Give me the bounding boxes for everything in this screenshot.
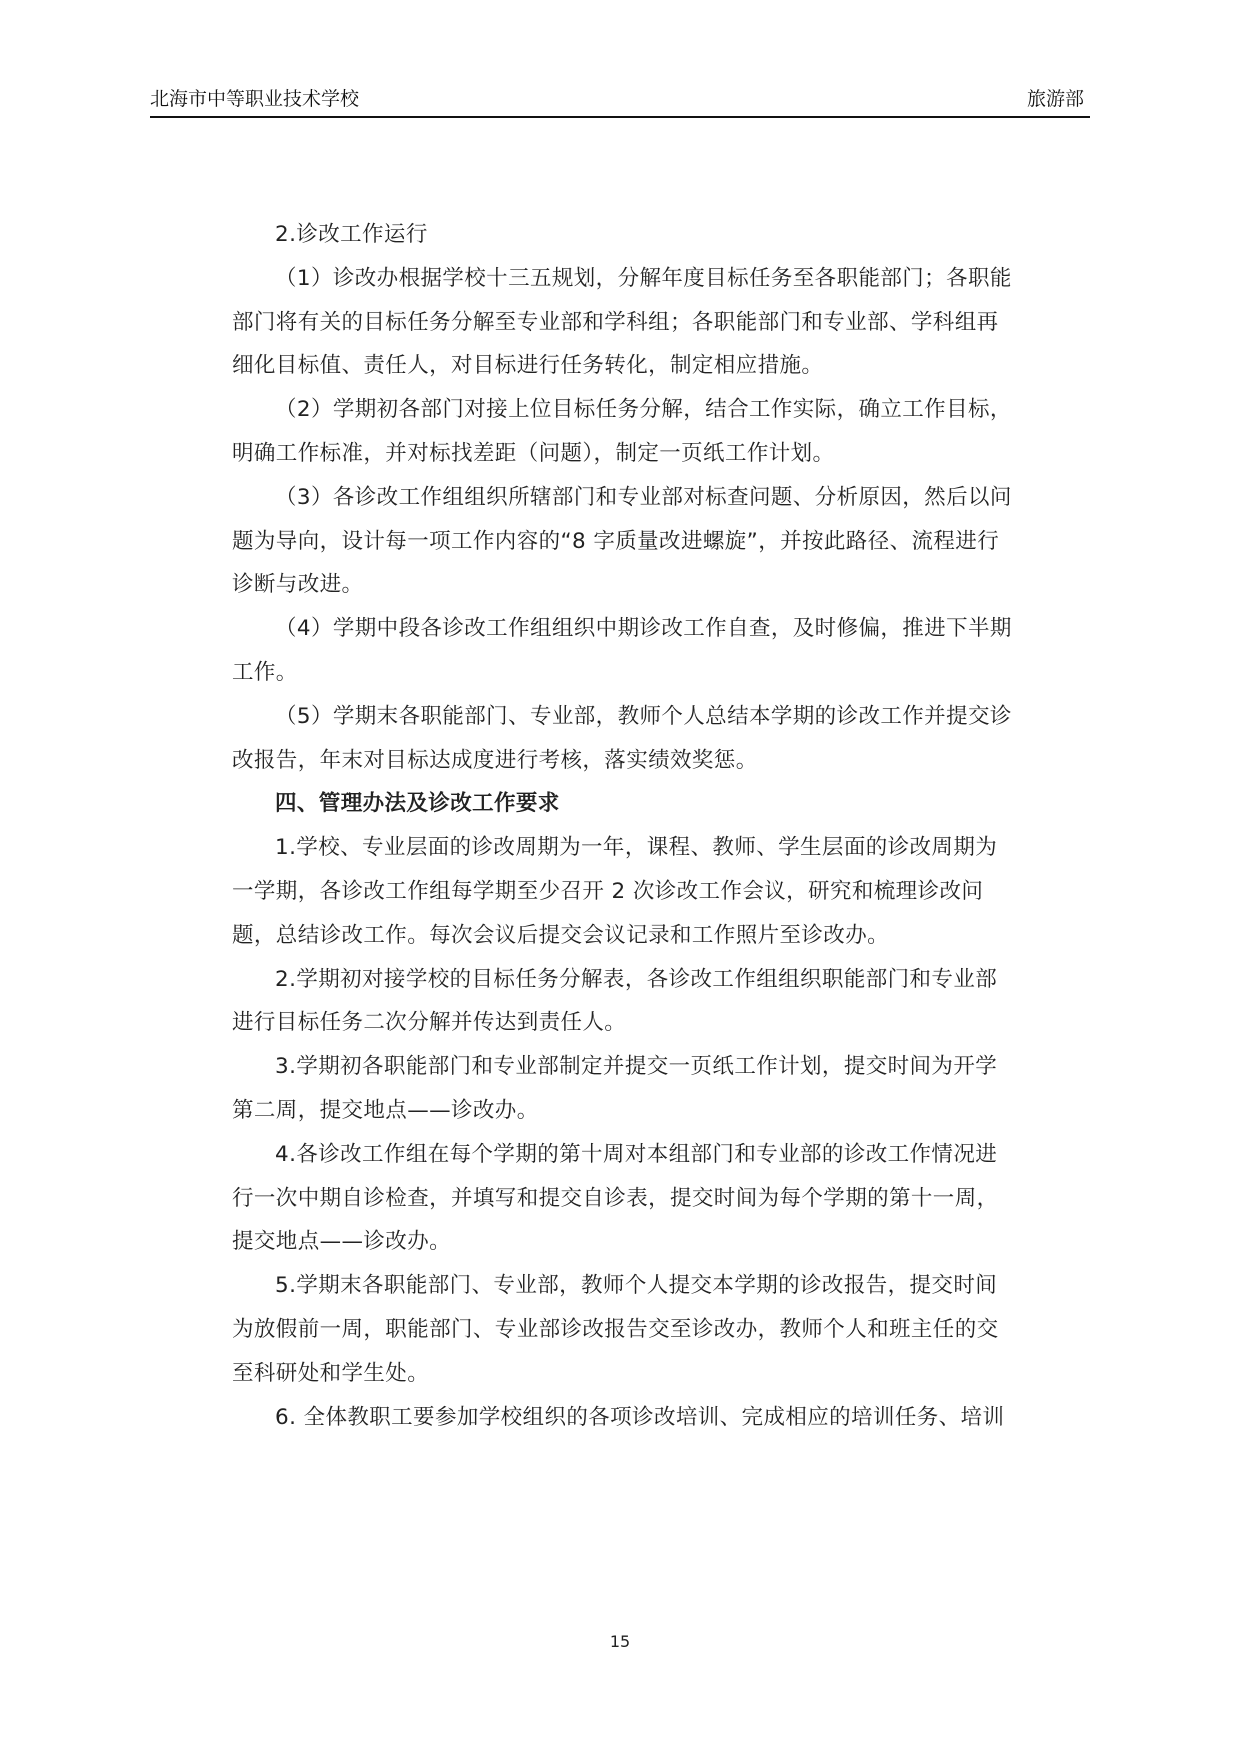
operation-item-5: （5）学期末各职能部门、专业部，教师个人总结本学期的诊改工作并提交诊改报告，年末对目标达成度进行考核，落实绩效奖惩。 [232,703,1012,773]
requirement-item-3: 3.学期初各职能部门和专业部制定并提交一页纸工作计划，提交时间为开学第二周，提交地点——诊改办。 [232,1054,998,1123]
requirement-item-4: 4.各诊改工作组在每个学期的第十周对本组部门和专业部的诊改工作情况进行一次中期自诊检查，并填写和提交自诊表，提交时间为每个学期的第十一周，提交地点——诊改办。 [232,1141,999,1255]
subsection-title: 2.诊改工作运行 [275,222,428,247]
operation-item-2: （2）学期初各部门对接上位目标任务分解，结合工作实际，确立工作目标，明确工作标准，并对标找差距（问题），制定一页纸工作计划。 [232,397,1012,466]
requirement-item-2: 2.学期初对接学校的目标任务分解表，各诊改工作组组织职能部门和专业部进行目标任务二次分解并传达到责任人。 [232,966,998,1036]
operation-item-3: （3）各诊改工作组组织所辖部门和专业部对标查问题、分析原因，然后以问题为导向，设计每一项工作内容的“8 字质量改进螺旋”，并按此路径、流程进行诊断与改进。 [232,484,1012,598]
requirement-item-5: 5.学期末各职能部门、专业部，教师个人提交本学期的诊改报告，提交时间为放假前一周，职能部门、专业部诊改报告交至诊改办，教师个人和班主任的交至科研处和学生处。 [232,1273,999,1386]
operation-item-4: （4）学期中段各诊改工作组组织中期诊改工作自查，及时修偏，推进下半期工作。 [232,616,1012,685]
requirement-item-1: 1.学校、专业层面的诊改周期为一年，课程、教师、学生层面的诊改周期为一学期，各诊改工作组每学期至少召开 2 次诊改工作会议，研究和梳理诊改问题，总结诊改工作。每次会议后提交会议记录和工作照片至诊改办。 [232,835,998,948]
operation-item-1: （1）诊改办根据学校十三五规划，分解年度目标任务至各职能部门；各职能部门将有关的目标任务分解至专业部和学科组；各职能部门和专业部、学科组再细化目标值、责任人，对目标进行任务转化，制定相应措施。 [232,265,1012,379]
header-department: 旅游部 [1026,88,1084,110]
document-body [232,213,1012,1439]
header-school-name: 北海市中等职业技术学校 [150,88,360,110]
requirement-item-6: 6. 全体教职工要参加学校组织的各项诊改培训、完成相应的培训任务、培训 [275,1404,1005,1430]
section-heading: 四、管理办法及诊改工作要求 [275,791,560,817]
page-number: 15 [609,1632,631,1651]
page-header [150,88,1090,118]
